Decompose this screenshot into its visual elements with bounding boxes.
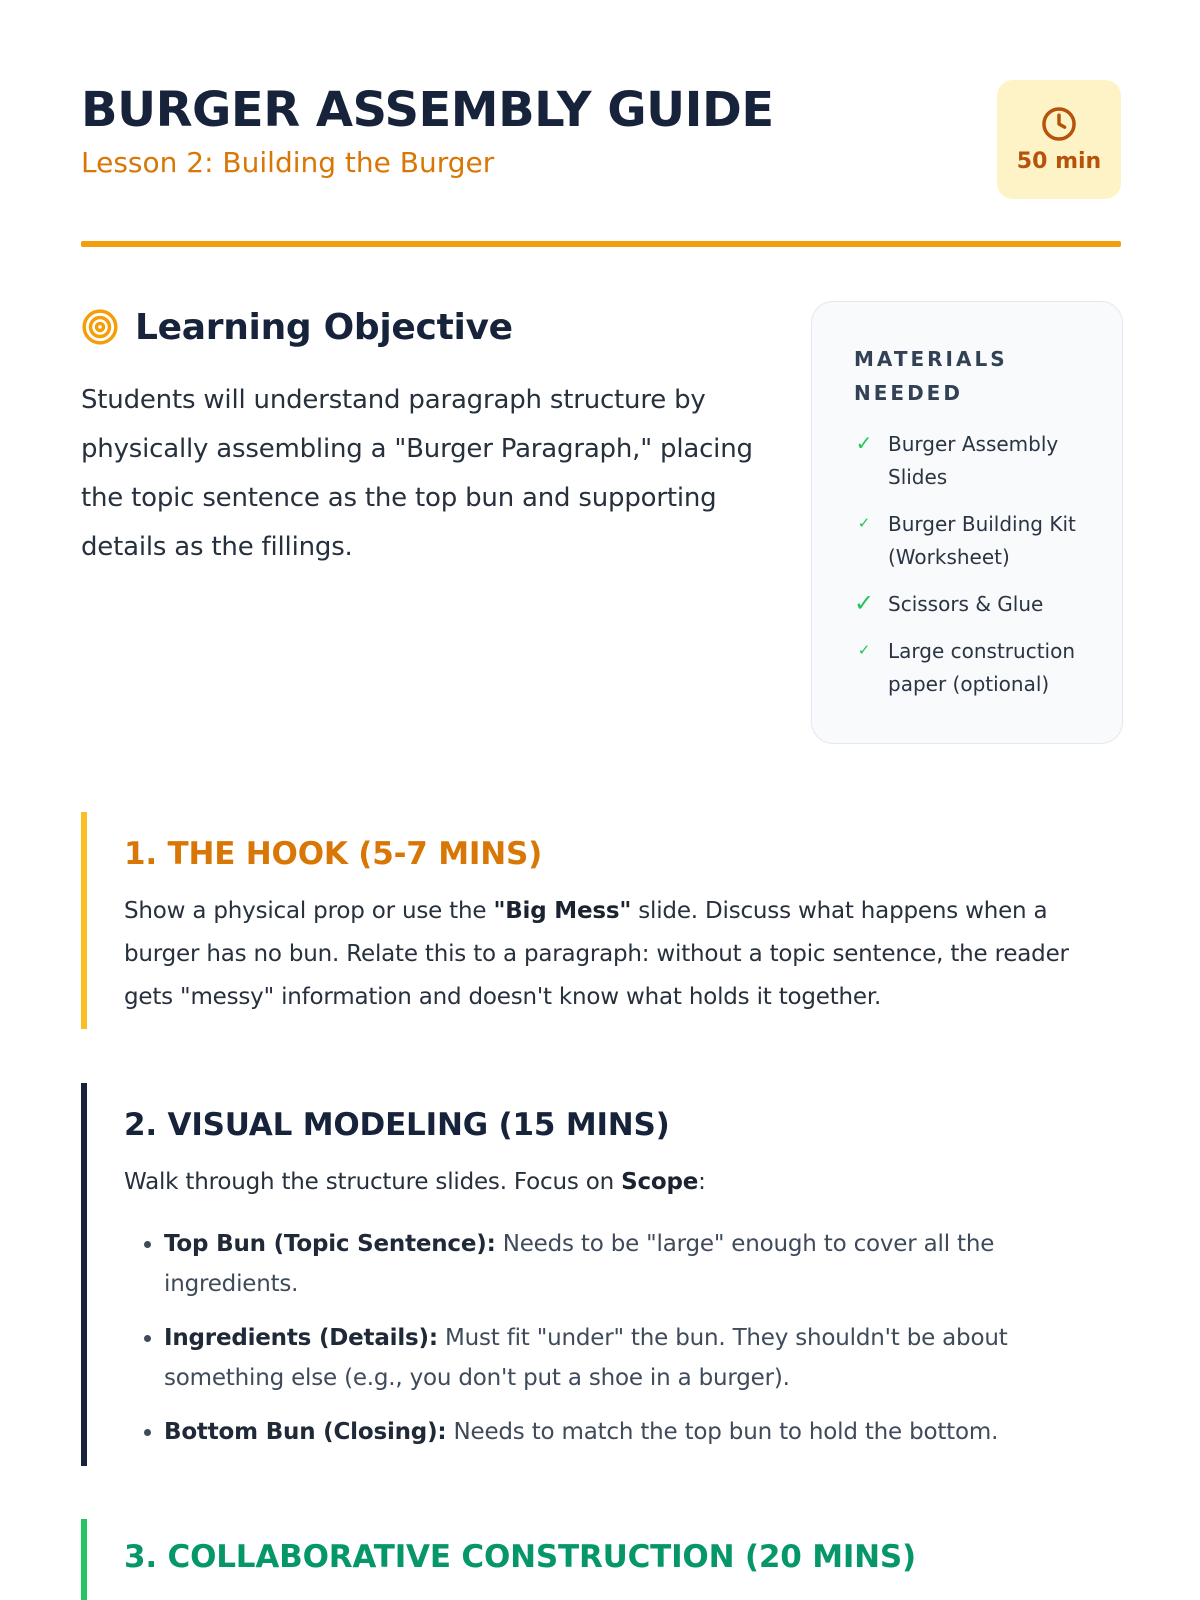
list-item: [854, 508, 1092, 574]
duration-badge: [997, 80, 1121, 199]
section-title: 3. COLLABORATIVE CONSTRUCTION (20 MINS): [124, 1539, 917, 1575]
bullet-text: Needs to be "large" enough to cover all the ingredients.: [164, 1231, 995, 1297]
check-icon: ✓: [857, 514, 871, 532]
check-icon: ✓: [855, 431, 873, 455]
bullet-text: Must fit "under" the bun. They shouldn't be about something else (e.g., you don't put a shoe in a burger).: [164, 1325, 1008, 1391]
scope-list: [124, 1224, 1121, 1452]
section-visual-modeling: [81, 1083, 1121, 1466]
learning-objective: [81, 300, 761, 572]
section-hook: [81, 812, 1121, 1029]
section-text: [124, 890, 1121, 1019]
list-item: [164, 1224, 1121, 1304]
text-segment: Show a physical prop or use the: [124, 898, 494, 924]
header-divider: [81, 241, 1121, 247]
text-emphasis: Scope: [621, 1169, 699, 1195]
section-text: [124, 1161, 1121, 1204]
text-emphasis: "Big Mess": [493, 898, 632, 924]
objective-heading: [81, 300, 761, 354]
list-item: [854, 588, 1092, 621]
materials-card: [811, 301, 1123, 744]
text-segment: Walk through the structure slides. Focus on: [124, 1169, 622, 1195]
duration-text: 50 min: [1016, 149, 1102, 174]
section-accent-bar: [81, 812, 87, 1029]
target-icon: [81, 308, 119, 346]
materials-title-line2: NEEDED: [854, 381, 963, 405]
bullet-text: Needs to match the top bun to hold the bottom.: [446, 1419, 999, 1445]
text-segment: slide. Discuss what happens when a burger has no bun. Relate this to a paragraph: without a topic sentence, the reader gets "messy" information and doesn't know what holds it together.: [124, 898, 1069, 1010]
section-title: 1. THE HOOK (5-7 MINS): [124, 836, 543, 872]
bullet-label: Top Bun (Topic Sentence):: [164, 1231, 496, 1257]
material-label: Scissors & Glue: [888, 592, 1044, 616]
material-label: Burger Assembly Slides: [888, 432, 1059, 489]
check-icon: ✓: [854, 589, 875, 617]
materials-title: [854, 342, 1092, 410]
material-label: Burger Building Kit (Worksheet): [888, 512, 1076, 569]
list-item: [164, 1318, 1121, 1398]
header: [81, 80, 1121, 200]
page-title: BURGER ASSEMBLY GUIDE: [81, 82, 774, 138]
bullet-label: Bottom Bun (Closing):: [164, 1419, 447, 1445]
list-item: [854, 428, 1092, 494]
text-segment: :: [698, 1169, 706, 1195]
check-icon: ✓: [857, 641, 871, 659]
section-collaborative-construction: [81, 1519, 1121, 1600]
lesson-subtitle: Lesson 2: Building the Burger: [81, 146, 495, 179]
objective-title: Learning Objective: [135, 306, 513, 348]
section-accent-bar: [81, 1519, 87, 1600]
materials-title-line1: MATERIALS: [854, 347, 1008, 371]
section-accent-bar: [81, 1083, 87, 1466]
bullet-label: Ingredients (Details):: [164, 1325, 438, 1351]
clock-icon: [1040, 105, 1078, 143]
objective-text: Students will understand paragraph structure by physically assembling a "Burger Paragraph," placing the topic sentence as the top bun and supporting details as the fillings.: [81, 385, 753, 562]
section-title: 2. VISUAL MODELING (15 MINS): [124, 1107, 670, 1143]
material-label: Large construction paper (optional): [888, 639, 1076, 696]
materials-list: [854, 428, 1092, 701]
list-item: [854, 635, 1092, 701]
list-item: [164, 1412, 1121, 1452]
